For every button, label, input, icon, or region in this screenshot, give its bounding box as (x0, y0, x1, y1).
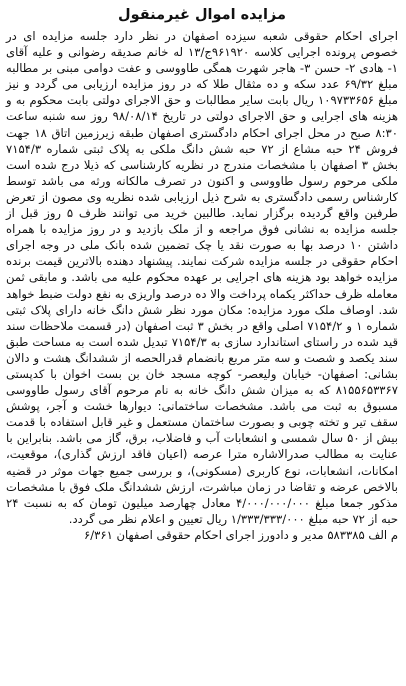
notice-title: مزایده اموال غیرمنقول (118, 7, 286, 23)
notice-footer: م الف ۵۸۳۳۸۵ مدیر و دادورز اجرای احکام حقوقی اصفهان ۶/۳۶۱ (84, 527, 398, 542)
notice-body: اجرای احکام حقوقی شعبه سیزده اصفهان در نظر دارد جلسه مزایده ای در خصوص پرونده اجرایی کلاسه ۹۶۱۹۲۰ج/۱۳ له خانم صدیقه رضوانی و علیه آقای ۱- هادی ۲- حسن ۳- هاجر شهرت همگی طاووسی و عفت دوامی مبنی بر مطالبه مبلغ ۶۹/۳۲ عدد سکه و ده مثقال طلا که در روز مزایده ارزیابی می گردد و نیز مبلغ ۱۰۹۷۳۳۶۵۶ ریال بابت سایر مطالبات و حق الاجرای دولتی بابت محکوم به و هزینه های اجرایی و حق الاجرای دولتی در تاریخ ۹۸/۰۸/۱۴ روز سه شنبه ساعت ۸:۳۰ صبح در محل اجرای احکام دادگستری اصفهان طبقه زیرزمین اتاق ۱۸ جهت فروش ۲۴ حبه مشاع از ۷۲ حبه شش دانگ ملکی به پلاک ثبتی شماره ۷۱۵۴/۳ بخش ۳ اصفهان با مشخصات مندرج در نظریه کارشناسی که ذیلا درج شده است ملکی مرحوم رسول طاووسی و اکنون در تصرف مالکانه ورثه می باشد توسط کارشناس رسمی دادگستری به شرح ذیل ارزیابی شده نظریه وی مصون از تعرض طرفین واقع گردیده برگزار نماید. طالبین خرید می توانند ظرف ۵ روز قبل از جلسه مزایده به نشانی فوق مراجعه و از ملک بازدید و در روز مزایده با همراه داشتن ۱۰ درصد بها به صورت نقد یا چک تضمین شده بانک ملی در وجه اجرای احکام حقوقی در جلسه مزایده شرکت نمایند. پیشنهاد دهنده بالاترین قیمت برنده مزایده خواهد بود هزینه های اجرایی بر عهده محکوم علیه می باشد. و مابقی ثمن معامله ظرف حداکثر یکماه پرداخت والا ده درصد واریزی به نفع دولت ضبط خواهد شد. اوصاف ملک مورد مزایده: مکان مورد نظر شش دانگ خانه دارای پلاک ثبتی شماره ۱ و ۷۱۵۴/۲ اصلی واقع در بخش ۳ ثبت اصفهان (در قسمت ملاحظات سند قید شده در راستای استاندارد سازی به ۷۱۵۴/۳ تبدیل شده است به مساحت طبق سند یکصد و شصت و سه متر مربع بانضمام قدرالحصه از ششدانگ هشت و دالان بشانی: اصفهان- خیابان ولیعصر- کوچه مسجد خان بن بست اخوان با کدپستی ۸۱۵۵۶۵۳۳۶۷ که به میزان شش دانگ خانه به نام مرحوم آقای رسول طاووسی مسبوق به ثبت می باشد. مشخصات ساختمانی: دیوارها خشت و آجر، پوشش سقف تیر و تخته چوبی و بصورت ساختمان مستعمل و غیر قابل استفاده با قدمت بیش از ۵۰ سال شمسی و انشعابات آب و فاضلاب، برق، گاز می باشد. بنابراین با عنایت به مطالب صدرالاشاره مترا عرصه (اعیان فاقد ارزش گذاری)، موقعیت، امکانات، انشعابات، نوع کاربری (مسکونی)، و بررسی جمیع جهات موثر در قضیه بالاخص عرضه و تقاضا در زمان مباشرت، ارزش ششدانگ ملک فوق با مشخصات مذکور جمعا مبلغ ۴/۰۰۰/۰۰۰/۰۰۰ معادل چهارصد میلیون تومان که به نسبت ۲۴ حبه از ۷۲ حبه مبلغ ۱/۳۳۳/۳۳۳/۰۰۰ ریال تعیین و اعلام نظر می گردد. (6, 29, 399, 526)
